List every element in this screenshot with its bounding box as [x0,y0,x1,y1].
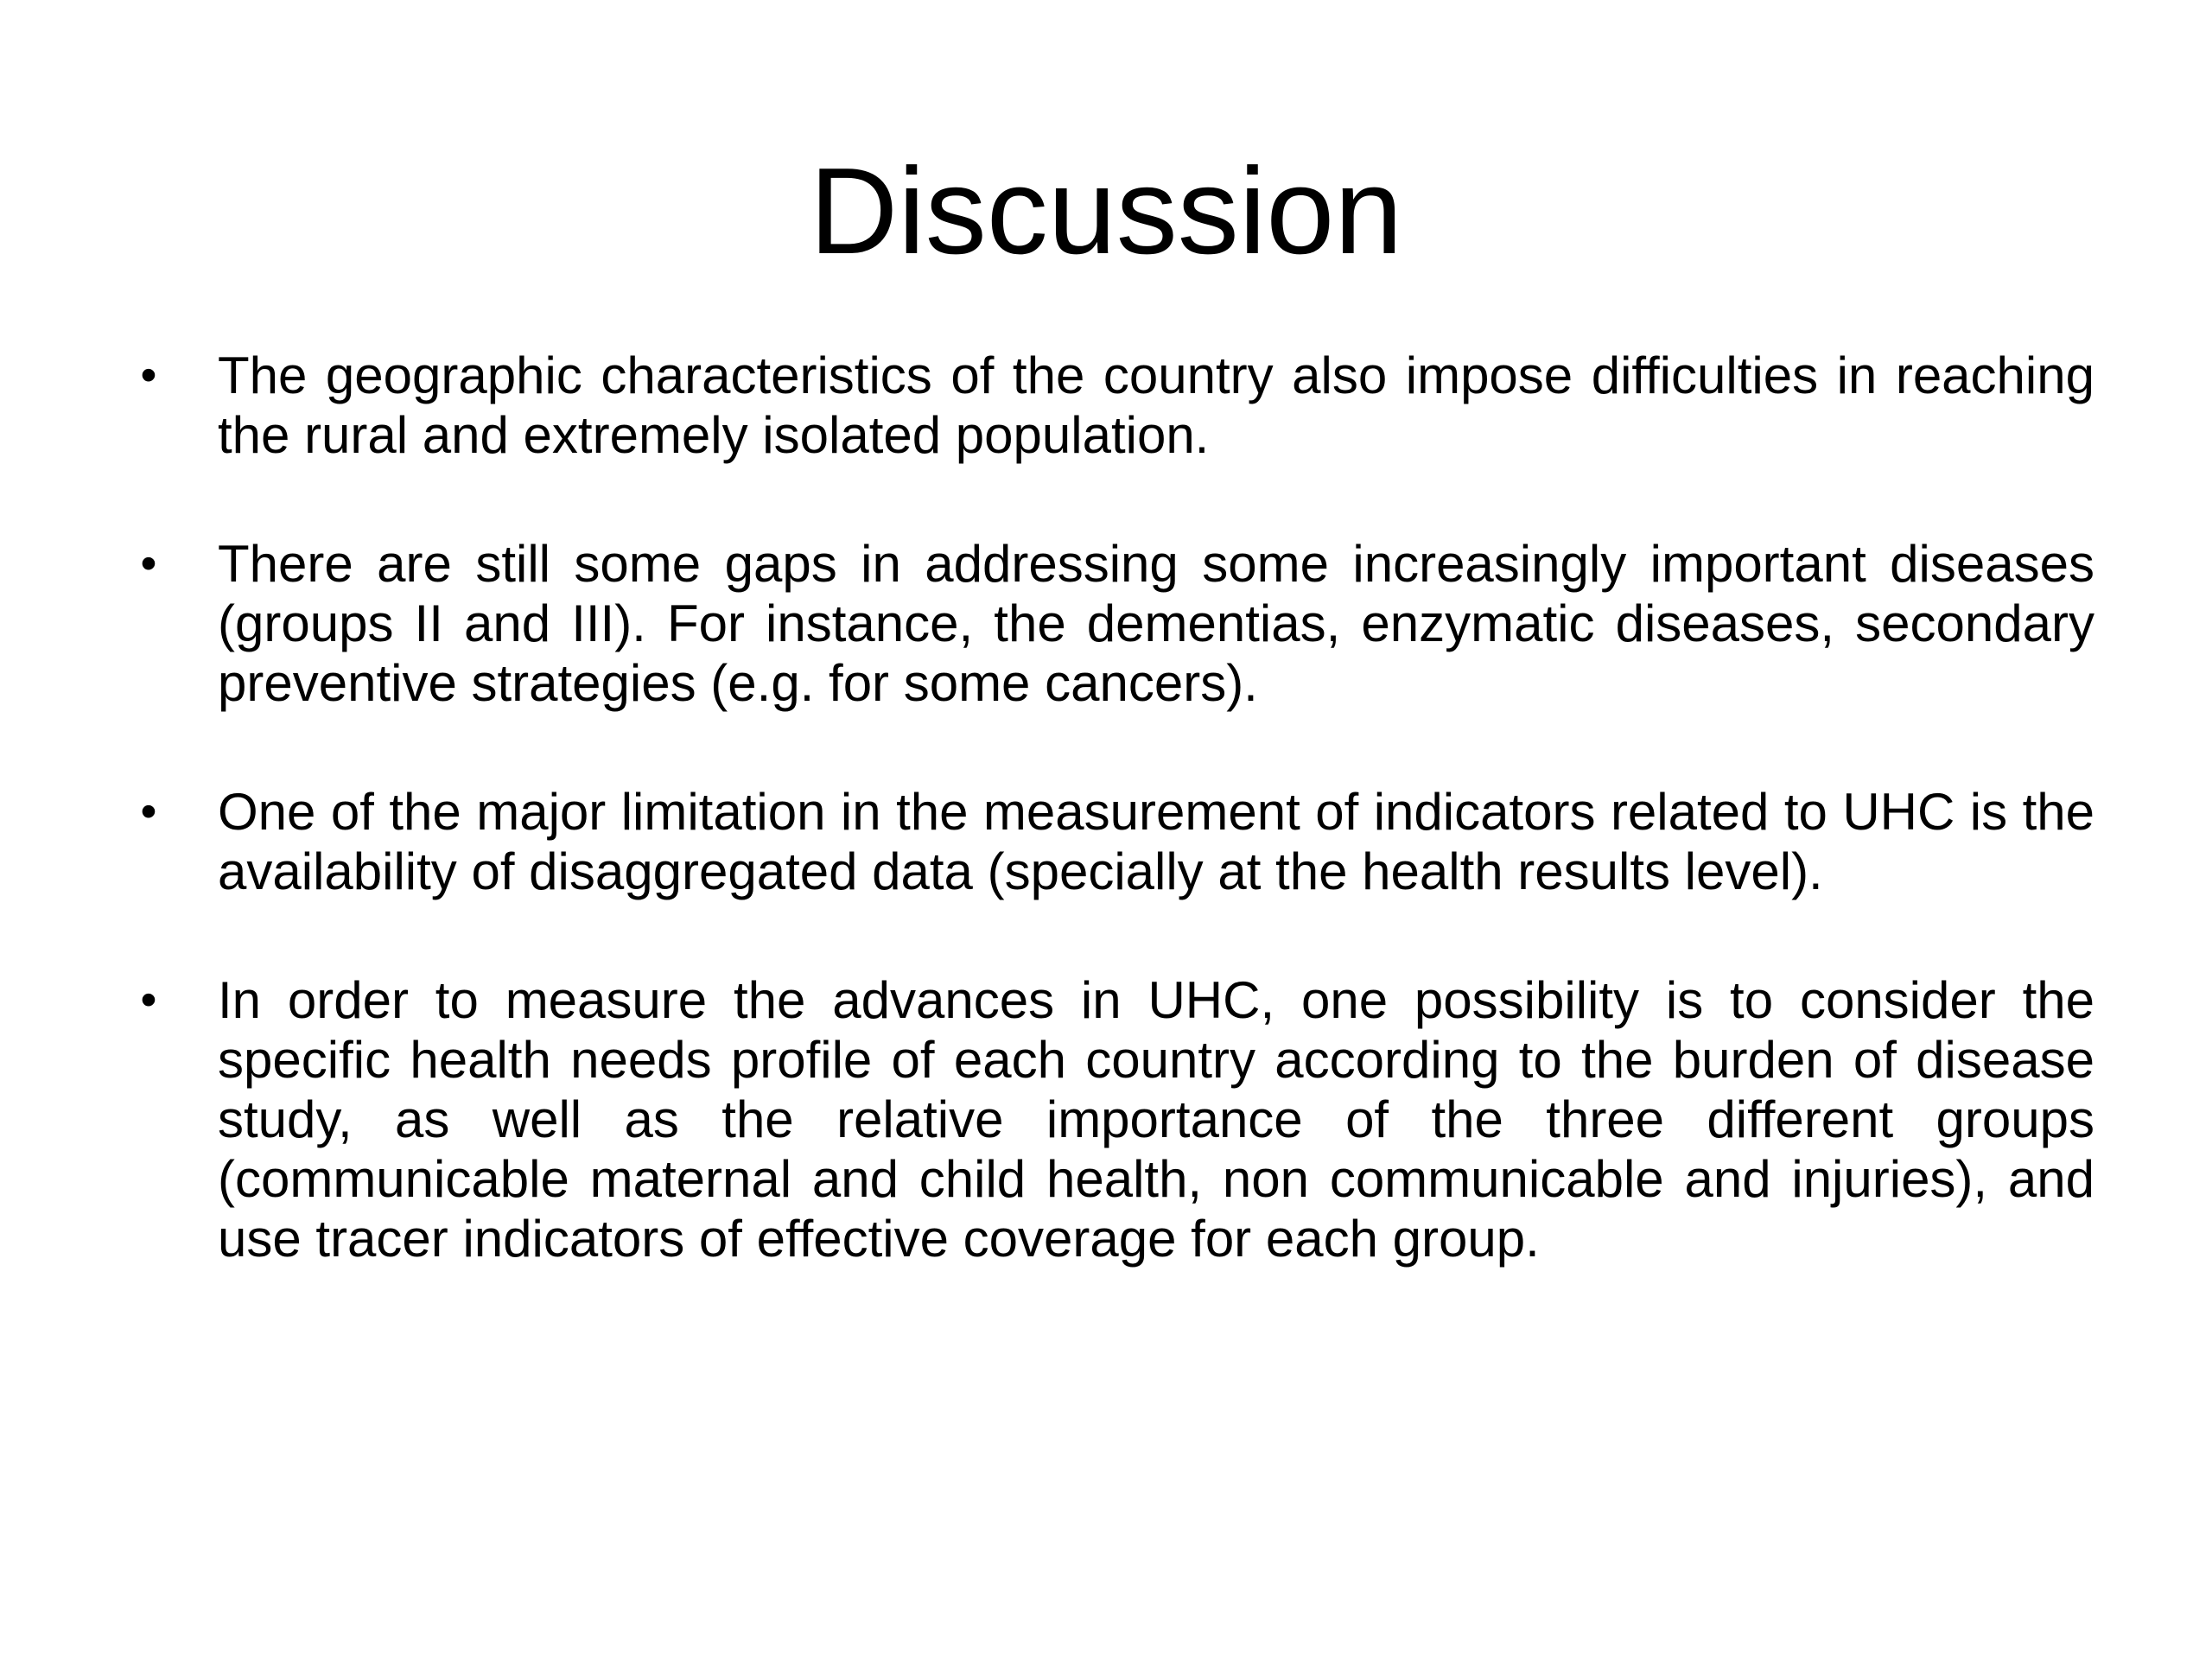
bullet-list [140,346,2094,1338]
bullet-item-4 [140,970,2094,1268]
bullet-text: There are still some gaps in addressing some increasingly important diseases (groups II and III). For instance, the dementias, enzymatic diseases, secondary preventive strategies (e.g. for some cancers). [218,535,2094,712]
bullet-icon: • [140,785,157,837]
bullet-item-3 [140,782,2094,901]
bullet-icon: • [140,349,157,401]
bullet-icon: • [140,974,157,1026]
bullet-item-2 [140,534,2094,713]
bullet-text: One of the major limitation in the measurement of indicators related to UHC is the availability of disaggregated data (specially at the health results level). [218,783,2094,900]
bullet-text: In order to measure the advances in UHC, one possibility is to consider the specific health needs profile of each country according to the burden of disease study, as well as the relative importance of the three different groups (communicable maternal and child health, non communicable and injuries), and use tracer indicators of effective coverage for each group. [218,971,2094,1268]
bullet-text: The geographic characteristics of the country also impose difficulties in reaching the rural and extremely isolated population. [218,346,2094,464]
slide-title: Discussion [809,143,1403,280]
bullet-item-1 [140,346,2094,465]
bullet-icon: • [140,537,157,589]
